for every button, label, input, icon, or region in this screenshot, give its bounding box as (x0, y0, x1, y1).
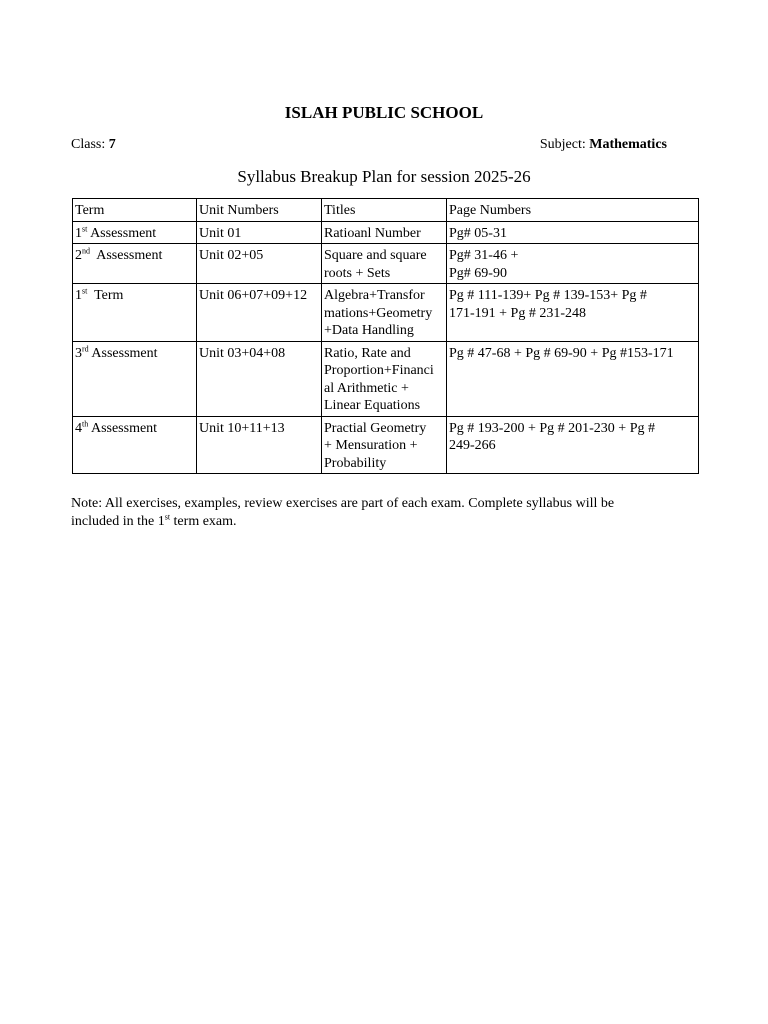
page-numbers-cell (447, 284, 699, 342)
subject-label: Subject: (539, 137, 586, 152)
school-name-heading: ISLAH PUBLIC SCHOOL (284, 103, 484, 122)
unit-numbers-cell: Unit 10+11+13 (197, 416, 322, 474)
term-cell (73, 221, 197, 244)
term-number: 3 (75, 345, 82, 361)
term-ordinal-suffix: st (82, 286, 88, 296)
term-ordinal-suffix: th (82, 418, 89, 428)
page-numbers-cell (447, 244, 699, 284)
title-line: +Data Handling (324, 323, 414, 338)
term-ordinal-suffix: rd (82, 343, 89, 353)
term-label: Assessment (88, 420, 158, 436)
page-numbers-line: Pg # 47-68 + Pg # 69-90 + Pg #153-171 (449, 345, 674, 361)
note-line-2 (71, 513, 691, 531)
page-numbers-line: Pg # 111-139+ Pg # 139-153+ Pg # (449, 288, 647, 303)
page-numbers-line: 171-191 + Pg # 231-248 (449, 305, 587, 321)
syllabus-table (72, 198, 699, 474)
unit-numbers-cell: Unit 06+07+09+12 (197, 284, 322, 342)
title-line: Proportion+Financi (324, 363, 434, 378)
titles-cell (322, 284, 447, 342)
subject-value: Mathematics (589, 137, 667, 152)
table-header-row (73, 199, 699, 222)
title-line: al Arithmetic + (324, 380, 409, 396)
term-number: 2 (75, 248, 82, 263)
titles-cell (322, 244, 447, 284)
unit-numbers-cell: Unit 01 (197, 221, 322, 244)
title-line: + Mensuration + (324, 438, 418, 453)
titles-cell (322, 221, 447, 244)
table-row (73, 244, 699, 284)
term-label: Term (87, 288, 124, 303)
term-number: 4 (75, 420, 82, 436)
page-numbers-line: Pg # 193-200 + Pg # 201-230 + Pg # (449, 420, 655, 436)
term-cell (73, 416, 197, 474)
term-cell (73, 284, 197, 342)
term-label: Assessment (87, 225, 157, 241)
unit-numbers-cell: Unit 02+05 (197, 244, 322, 284)
class-info (71, 136, 116, 153)
note-paragraph (71, 495, 691, 531)
table-row (73, 341, 699, 416)
term-number: 1 (75, 288, 82, 303)
title-line: Linear Equations (324, 398, 421, 413)
note-line-2-text: included in the 1 (71, 514, 165, 529)
title-line: Probability (324, 455, 387, 471)
title-line: Square and square (324, 248, 427, 263)
page-numbers-line: Pg# 31-46 + (449, 248, 519, 263)
unit-numbers-cell: Unit 03+04+08 (197, 341, 322, 416)
note-ordinal-suffix: st (164, 512, 171, 522)
class-value: 7 (108, 137, 116, 152)
titles-cell (322, 341, 447, 416)
class-label: Class: (71, 137, 106, 152)
title-line: Ratioanl Number (324, 225, 421, 241)
title-line: Practial Geometry (324, 420, 427, 436)
page-numbers-line: Pg# 05-31 (449, 225, 507, 241)
header-cell-page-numbers: Page Numbers (447, 199, 699, 222)
title-line: Ratio, Rate and (324, 345, 411, 361)
page-numbers-line: 249-266 (449, 438, 496, 453)
table-row (73, 416, 699, 474)
page-numbers-cell (447, 416, 699, 474)
page-numbers-cell (447, 341, 699, 416)
page-numbers-cell (447, 221, 699, 244)
table-row (73, 221, 699, 244)
subject-info (540, 136, 667, 153)
page-numbers-line: Pg# 69-90 (449, 265, 507, 281)
header-cell-titles: Titles (322, 199, 447, 222)
note-line-2-end: term exam. (170, 514, 237, 529)
note-line-1: Note: All exercises, examples, review exercises are part of each exam. Complete syllabus will be (71, 496, 615, 511)
title-line: Algebra+Transfor (324, 288, 425, 303)
term-label: Assessment (88, 345, 158, 361)
term-ordinal-suffix: st (82, 223, 88, 233)
plan-title: Syllabus Breakup Plan for session 2025-26 (237, 167, 531, 186)
term-ordinal-suffix: nd (82, 246, 90, 256)
table-row (73, 284, 699, 342)
term-cell (73, 341, 197, 416)
title-line: mations+Geometry (324, 305, 433, 321)
titles-cell (322, 416, 447, 474)
term-label: Assessment (90, 248, 163, 263)
title-line: roots + Sets (324, 265, 391, 281)
header-cell-unit-numbers: Unit Numbers (197, 199, 322, 222)
term-number: 1 (75, 225, 82, 241)
header-cell-term: Term (73, 199, 197, 222)
term-cell (73, 244, 197, 284)
